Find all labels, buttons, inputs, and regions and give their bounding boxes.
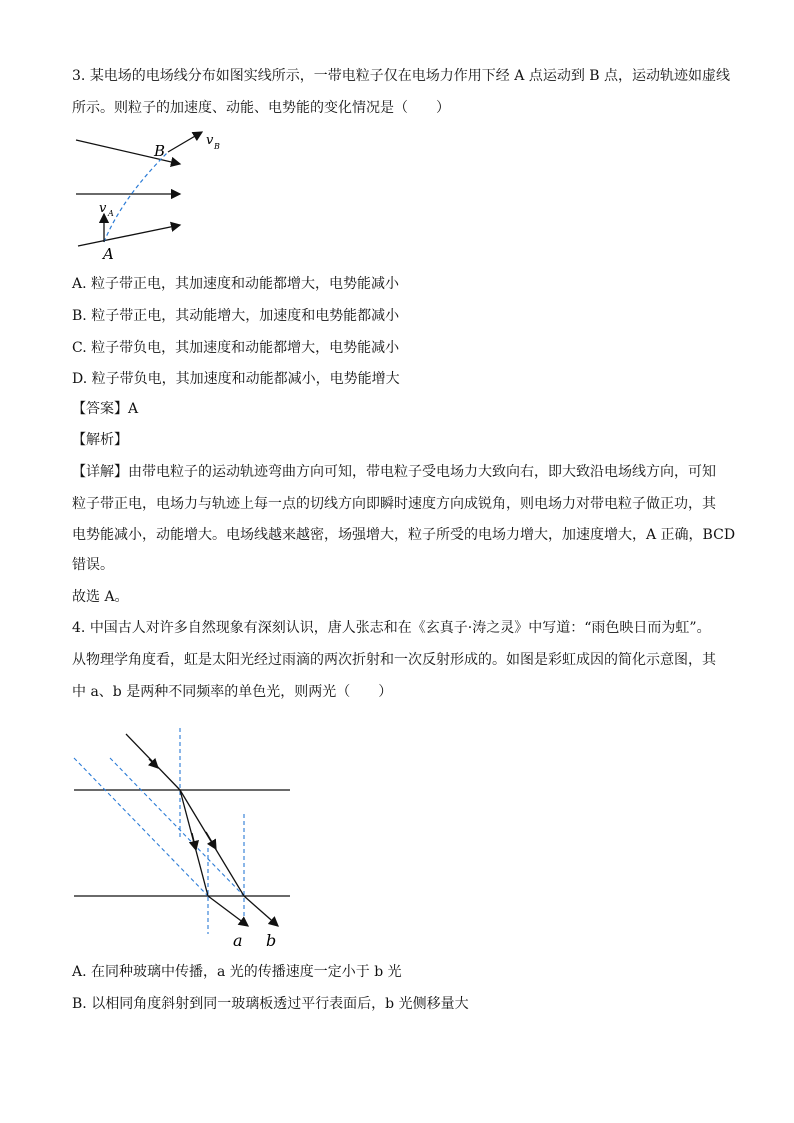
- q3-option-b: B. 粒子带正电，其动能增大，加速度和电势能都减小: [72, 308, 400, 324]
- incident-ray: [126, 734, 180, 790]
- label-a: a: [233, 931, 243, 950]
- q4-glass-figure: [70, 728, 300, 950]
- vB-arrow: [168, 132, 202, 152]
- label-vA-sub: A: [108, 209, 114, 218]
- q3-field-figure: [72, 128, 242, 263]
- q4-stem-line1: [72, 618, 711, 638]
- q3-detail-line3: 电势能减小，动能增大。电场线越来越密，场强增大，粒子所受的电场力增大，加速度增大，A 正确，BCD: [72, 527, 736, 543]
- q3-option-c: C. 粒子带负电，其加速度和动能都增大，电势能减小: [72, 340, 400, 356]
- q3-stem-text1: 某电场的电场线分布如图实线所示，一带电粒子仅在电场力作用下经 A 点运动到 B 点，运动轨迹如虚线: [89, 68, 731, 84]
- q4-stem-line3: 中 a、b 是两种不同频率的单色光，则两光（ ）: [72, 684, 393, 700]
- exit-ray-a: [208, 896, 248, 926]
- label-A: A: [103, 245, 114, 263]
- label-vB: v: [206, 133, 214, 148]
- q4-option-b: B. 以相同角度斜射到同一玻璃板透过平行表面后，b 光侧移量大: [72, 996, 469, 1012]
- q4-option-a: A. 在同种玻璃中传播，a 光的传播速度一定小于 b 光: [72, 964, 402, 980]
- exit-ray-b: [244, 896, 278, 926]
- label-vA: v: [99, 201, 107, 216]
- answer-tag: 【答案】: [72, 401, 128, 417]
- field-line-bottom: [78, 225, 180, 246]
- q3-number: 3.: [72, 68, 86, 84]
- label-B: B: [154, 142, 166, 160]
- detail-tag: 【详解】: [72, 464, 128, 480]
- detail-text1: 由带电粒子的运动轨迹弯曲方向可知，带电粒子受电场力大致向右，即大致沿电场线方向，可知: [128, 464, 716, 480]
- label-b: b: [266, 931, 277, 950]
- q3-option-d: D. 粒子带负电，其加速度和动能都减小，电势能增大: [72, 371, 400, 387]
- q4-stem-line2: 从物理学角度看，虹是太阳光经过雨滴的两次折射和一次反射形成的。如图是彩虹成因的简化示意图，其: [72, 652, 716, 668]
- q3-answer: [72, 399, 138, 419]
- trajectory-dashed: [104, 152, 168, 242]
- q3-stem-line2: 所示。则粒子的加速度、动能、电势能的变化情况是（ ）: [72, 100, 450, 116]
- q3-analysis-tag: 【解析】: [72, 432, 128, 448]
- incident-extension-2: [110, 758, 244, 896]
- q4-number: 4.: [72, 620, 86, 636]
- q3-detail-line1: [72, 462, 716, 482]
- q4-stem-text1: 中国古人对许多自然现象有深刻认识，唐人张志和在《玄真子·涛之灵》中写道：“雨色映日而为虹”。: [89, 620, 711, 636]
- q3-stem-line1: [72, 66, 730, 86]
- q3-conclusion: 故选 A。: [72, 589, 129, 605]
- q3-detail-line2: 粒子带正电，电场力与轨迹上每一点的切线方向即瞬时速度方向成锐角，则电场力对带电粒子做正功，其: [72, 496, 716, 512]
- incident-extension-1: [74, 758, 208, 896]
- q3-detail-line4: 错误。: [72, 557, 114, 573]
- label-vB-sub: B: [214, 142, 220, 151]
- answer-value: A: [128, 401, 139, 417]
- q3-option-a: A. 粒子带正电，其加速度和动能都增大，电势能减小: [72, 276, 400, 292]
